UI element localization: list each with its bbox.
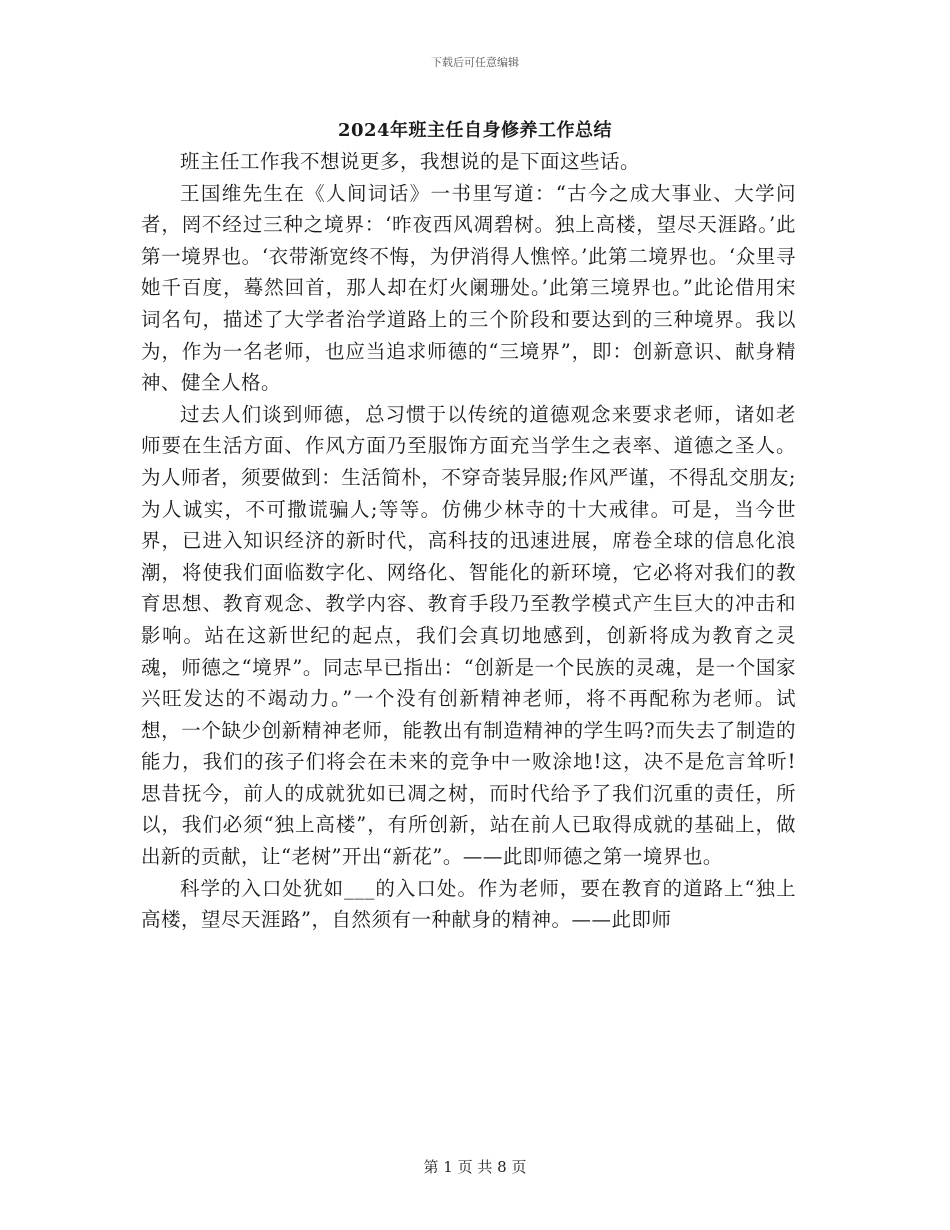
paragraph: 班主任工作我不想说更多，我想说的是下面这些话。	[180, 150, 641, 173]
paragraph: 科学的入口处犹如___的入口处。作为老师，要在教育的道路上“独上高楼，望尽天涯路”，自然须有一种献身的精神。——此即师	[141, 876, 796, 932]
page-number: 第 1 页 共 8 页	[423, 1158, 527, 1176]
header-note: 下载后可任意编辑	[431, 56, 519, 69]
document-title: 2024年班主任自身修养工作总结	[337, 120, 613, 141]
paragraph: 王国维先生在《人间词话》一书里写道：“古今之成大事业、大学问者，罔不经过三种之境界：‘昨夜西风凋碧树。独上高楼，望尽天涯路。’此第一境界也。‘衣带渐宽终不悔，为伊消得人憔悴。’此第二境界也。‘众里寻她千百度，蓦然回首，那人却在灯火阑珊处。’此第三境界也。”此论借用宋词名句，描述了大学者治学道路上的三个阶段和要达到的三种境界。我以为，作为一名老师，也应当追求师德的“三境界”，即：创新意识、献身精神、健全人格。	[141, 181, 796, 395]
paragraph: 过去人们谈到师德，总习惯于以传统的道德观念来要求老师，诸如老师要在生活方面、作风方面乃至服饰方面充当学生之表率、道德之圣人。为人师者，须要做到：生活简朴，不穿奇装异服;作风严谨，不得乱交朋友;为人诚实，不可撒谎骗人;等等。仿佛少林寺的十大戒律。可是，当今世界，已进入知识经济的新时代，高科技的迅速进展，席卷全球的信息化浪潮，将使我们面临数字化、网络化、智能化的新环境，它必将对我们的教育思想、教育观念、教学内容、教育手段乃至教学模式产生巨大的冲击和影响。站在这新世纪的起点，我们会真切地感到，创新将成为教育之灵魂，师德之“境界”。同志早已指出：“创新是一个民族的灵魂，是一个国家兴旺发达的不竭动力。”一个没有创新精神老师，将不再配称为老师。试想，一个缺少创新精神老师，能教出有制造精神的学生吗?而失去了制造的能力，我们的孩子们将会在未来的竞争中一败涂地!这，决不是危言耸听!思昔抚今，前人的成就犹如已凋之树，而时代给予了我们沉重的责任，所以，我们必须“独上高楼”，有所创新，站在前人已取得成就的基础上，做出新的贡献，让“老树”开出“新花”。——此即师德之第一境界也。	[141, 402, 796, 869]
document-body	[141, 146, 796, 936]
